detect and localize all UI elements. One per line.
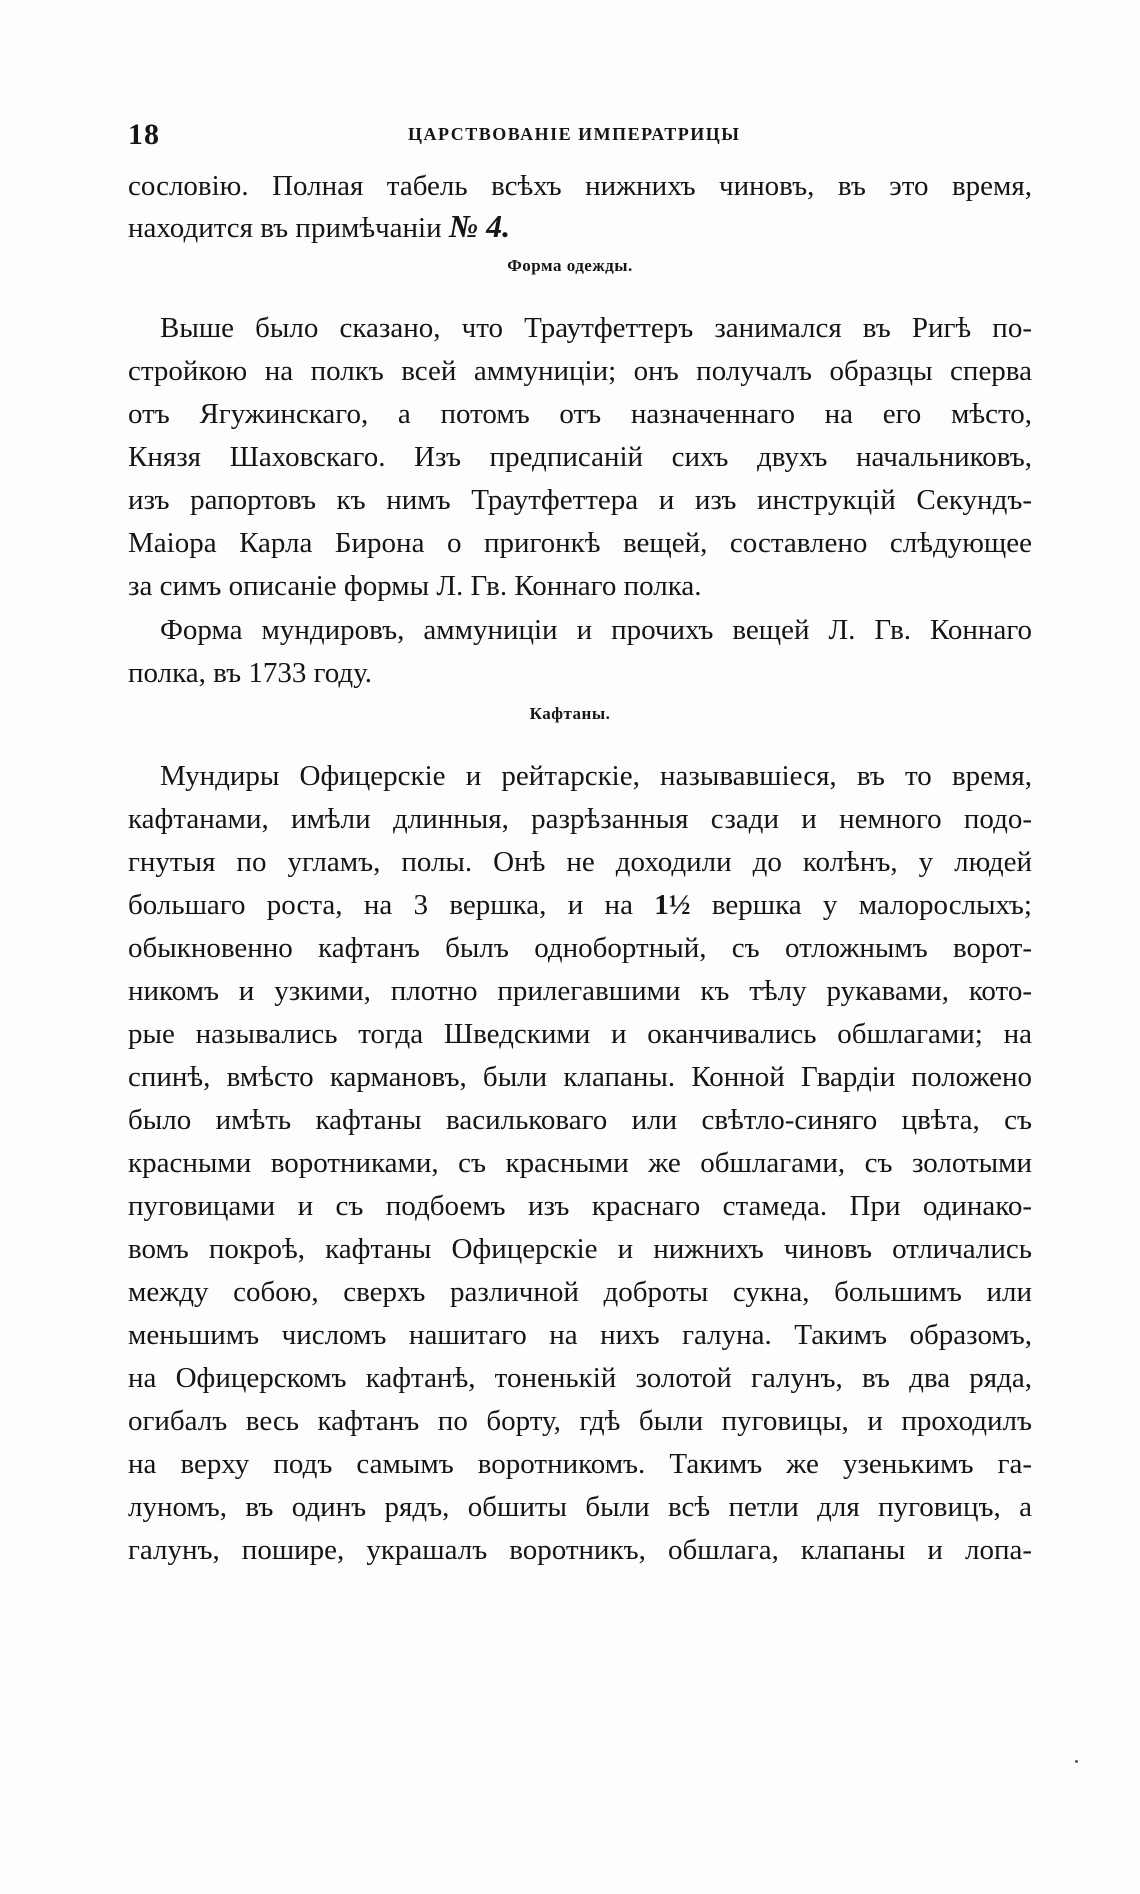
text-line: красными воротниками, съ красными же обшлагами, съ золотыми [128,1147,1032,1179]
text-line: огибалъ весь кафтанъ по борту, гдѣ были пуговицы, и проходилъ [128,1405,1032,1437]
text-line: меньшимъ числомъ нашитаго на нихъ галуна. Такимъ образомъ, [128,1319,1032,1351]
page-header [128,118,1032,158]
text-line: отъ Ягужинскаго, а потомъ отъ назначеннаго на его мѣсто, [128,398,1032,430]
text-line: полка, въ 1733 году. [128,657,373,689]
text-line: вомъ покроѣ, кафтаны Офицерскіе и нижнихъ чиновъ отличались [128,1233,1032,1265]
text-line: галунъ, пошире, украшалъ воротникъ, обшлага, клапаны и лопа- [128,1534,1032,1566]
fraction: 1½ [654,889,691,921]
print-speck [1075,1760,1078,1763]
text-line: Выше было сказано, что Траутфеттеръ занимался въ Ригѣ по- [160,312,1032,344]
text-line: луномъ, въ одинъ рядъ, обшиты были всѣ петли для пуговицъ, а [128,1491,1032,1523]
text-line: гнутыя по угламъ, полы. Онѣ не доходили до колѣнъ, у людей [128,846,1032,878]
text-line: на Офицерскомъ кафтанѣ, тоненькій золотой галунъ, въ два ряда, [128,1362,1032,1394]
section-heading: Форма одежды. [507,256,633,275]
text-fragment: большаго роста, на 3 вершка, и на [128,889,655,921]
text-line: обыкновенно кафтанъ былъ однобортный, съ отложнымъ ворот- [128,932,1032,964]
text-line [128,206,1032,248]
text-line: пуговицами и съ подбоемъ изъ краснаго стамеда. При одинако- [128,1190,1032,1222]
text-line: рые назывались тогда Шведскими и оканчивались обшлагами; на [128,1018,1032,1050]
text-line: Маіора Карла Бирона о пригонкѣ вещей, составлено слѣдующее [128,527,1032,559]
text-line: никомъ и узкими, плотно прилегавшими къ тѣлу рукавами, кото- [128,975,1032,1007]
text-line: Князя Шаховскаго. Изъ предписаній сихъ двухъ начальниковъ, [128,441,1032,473]
text-fragment: находится въ примѣчаніи [128,212,449,244]
text-line: спинѣ, вмѣсто кармановъ, были клапаны. Конной Гвардіи положено [128,1061,1032,1093]
section-heading: Кафтаны. [529,704,611,723]
text-line: изъ рапортовъ къ нимъ Траутфеттера и изъ инструкцій Секундъ- [128,484,1032,516]
text-fragment: вершка у малорослыхъ; [690,889,1032,921]
text-line: кафтанами, имѣли длинныя, разрѣзанныя сзади и немного подо- [128,803,1032,835]
text-line: Мундиры Офицерскіе и рейтарскіе, называвшіеся, въ то время, [160,760,1032,792]
text-line: было имѣть кафтаны васильковаго или свѣтло-синяго цвѣта, съ [128,1104,1032,1136]
numero-reference: № 4. [448,208,511,244]
text-line [128,885,1032,925]
text-line: между собою, сверхъ различной доброты сукна, большимъ или [128,1276,1032,1308]
running-head: ЦАРСТВОВАНІЕ ИМПЕРАТРИЦЫ [408,124,741,144]
text-line: сословію. Полная табель всѣхъ нижнихъ чиновъ, въ это время, [128,170,1032,202]
page-number: 18 [128,118,160,151]
text-line: стройкою на полкъ всей аммуниціи; онъ получалъ образцы сперва [128,355,1032,387]
text-line: Форма мундировъ, аммуниціи и прочихъ вещей Л. Гв. Коннаго [160,614,1032,646]
text-line: за симъ описаніе формы Л. Гв. Коннаго полка. [128,570,702,602]
text-line: на верху подъ самымъ воротникомъ. Такимъ же узенькимъ га- [128,1448,1032,1480]
